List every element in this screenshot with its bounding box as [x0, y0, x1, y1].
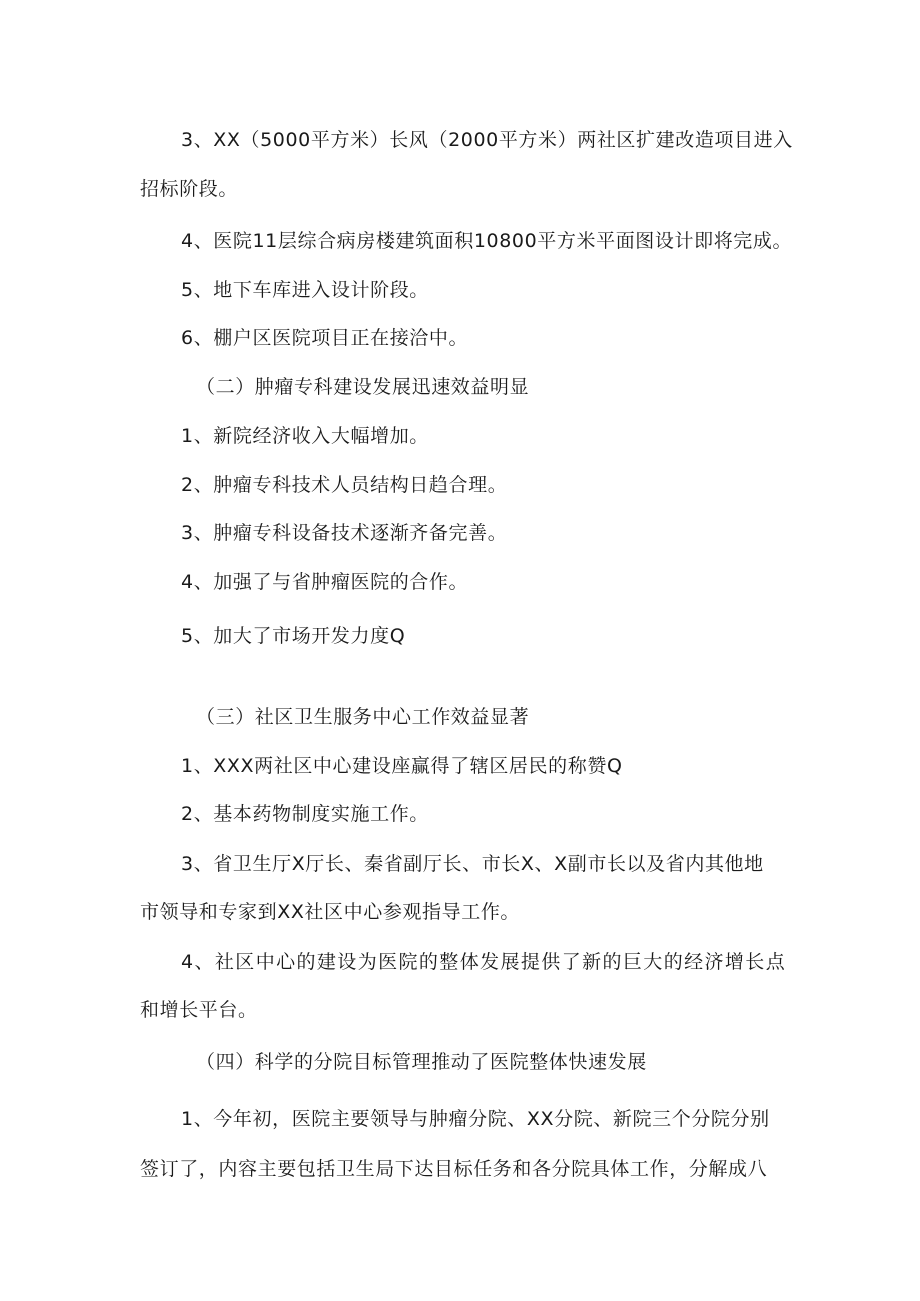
- paragraph-line: 1、今年初，医院主要领导与肿瘤分院、XX分院、新院三个分院分别: [181, 1108, 770, 1130]
- paragraph-line: 6、棚户区医院项目正在接洽中。: [181, 327, 469, 349]
- paragraph-line: 3、XX（5000平方米）长风（2000平方米）两社区扩建改造项目进入: [181, 129, 793, 151]
- paragraph-line: 4、加强了与省肿瘤医院的合作。: [181, 571, 469, 593]
- paragraph-line: 3、肿瘤专科设备技术逐渐齐备完善。: [181, 522, 508, 544]
- paragraph-line: 招标阶段。: [140, 178, 239, 200]
- paragraph-line: 1、XXX两社区中心建设座赢得了辖区居民的称赞Q: [181, 755, 623, 777]
- paragraph-line: 4、医院11层综合病房楼建筑面积10800平方米平面图设计即将完成。: [181, 230, 793, 252]
- paragraph-line: 5、加大了市场开发力度Q: [181, 625, 406, 647]
- paragraph-line: 2、肿瘤专科技术人员结构日趋合理。: [181, 474, 508, 496]
- paragraph-line: 3、省卫生厅X厅长、秦省副厅长、市长X、X副市长以及省内其他地: [181, 853, 764, 875]
- paragraph-line: 市领导和专家到XX社区中心参观指导工作。: [140, 901, 521, 923]
- paragraph-line: 2、基本药物制度实施工作。: [181, 803, 429, 825]
- paragraph-line: 4、社区中心的建设为医院的整体发展提供了新的巨大的经济增长点: [181, 951, 787, 973]
- paragraph-line: 和增长平台。: [140, 999, 258, 1021]
- paragraph-line: 签订了，内容主要包括卫生局下达目标任务和各分院具体工作，分解成八: [140, 1158, 768, 1180]
- paragraph-line: 1、新院经济收入大幅增加。: [181, 425, 429, 447]
- section-heading: （三）社区卫生服务中心工作效益显著: [196, 706, 530, 728]
- section-heading: （四）科学的分院目标管理推动了医院整体快速发展: [196, 1051, 647, 1073]
- section-heading: （二）肿瘤专科建设发展迅速效益明显: [196, 376, 530, 398]
- paragraph-line: 5、地下车库进入设计阶段。: [181, 279, 429, 301]
